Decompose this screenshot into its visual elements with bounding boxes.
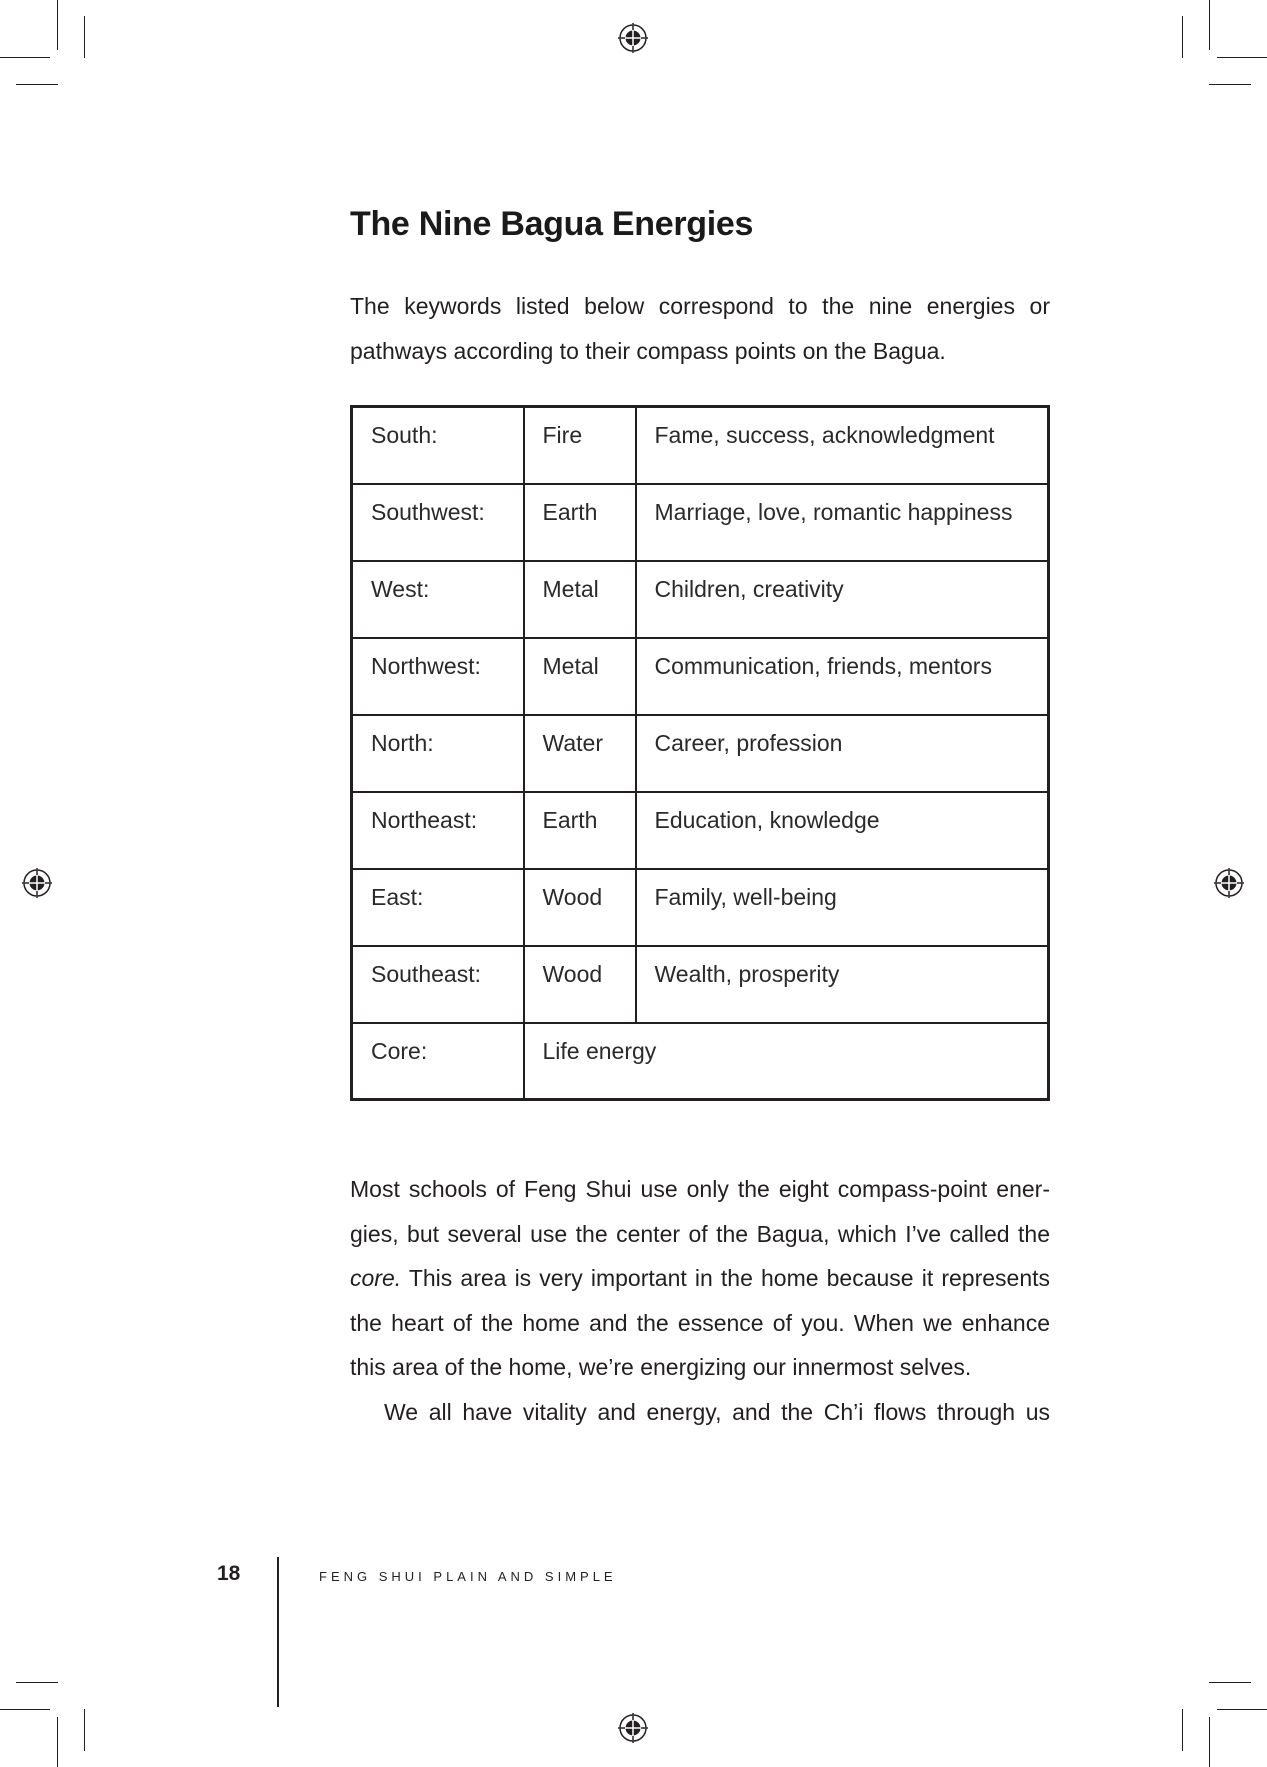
keywords-cell: Fame, success, acknowledgment (636, 407, 1049, 484)
direction-cell: West: (352, 561, 524, 638)
keywords-cell: Family, well-being (636, 869, 1049, 946)
intro-line: The keywords listed below correspond to the nine energies or (350, 293, 1050, 319)
element-cell: Metal (524, 638, 636, 715)
table-row (352, 561, 1049, 638)
direction-cell: East: (352, 869, 524, 946)
crop-mark (1209, 1682, 1251, 1683)
registration-mark-icon (1214, 868, 1244, 898)
intro-line: pathways according to their compass points on the Bagua. (350, 337, 946, 364)
crop-mark (0, 57, 50, 58)
body-line-text: This area is very important in the home because it represents (401, 1265, 1050, 1291)
crop-mark (1209, 84, 1251, 85)
direction-cell: Southeast: (352, 946, 524, 1023)
crop-mark (57, 0, 58, 50)
direction-cell: Core: (352, 1023, 524, 1100)
bagua-energies-table (350, 405, 1050, 1101)
keywords-cell: Life energy (524, 1023, 1049, 1100)
running-title: FENG SHUI PLAIN AND SIMPLE (319, 1569, 617, 1584)
crop-mark (1209, 1717, 1210, 1767)
crop-mark (0, 1709, 50, 1710)
element-cell: Earth (524, 792, 636, 869)
table-row-core (352, 1023, 1049, 1100)
body-line (350, 1256, 1050, 1301)
crop-mark (16, 84, 58, 85)
crop-mark (1217, 57, 1267, 58)
table-row (352, 638, 1049, 715)
crop-mark (1217, 1709, 1267, 1710)
element-cell: Metal (524, 561, 636, 638)
crop-mark (1182, 16, 1183, 58)
direction-cell: South: (352, 407, 524, 484)
keywords-cell: Children, creativity (636, 561, 1049, 638)
body-line: this area of the home, we’re energizing our innermost selves. (350, 1354, 972, 1380)
body-line: Most schools of Feng Shui use only the eight compass-point ener- (350, 1176, 1050, 1202)
registration-mark-icon (618, 23, 648, 53)
element-cell: Fire (524, 407, 636, 484)
keywords-cell: Communication, friends, mentors (636, 638, 1049, 715)
keywords-cell: Career, profession (636, 715, 1049, 792)
keywords-cell: Wealth, prosperity (636, 946, 1049, 1023)
element-cell: Water (524, 715, 636, 792)
intro-paragraph (350, 284, 1050, 373)
table-row (352, 484, 1049, 561)
table-row (352, 407, 1049, 484)
crop-mark (1182, 1709, 1183, 1751)
crop-mark (84, 16, 85, 58)
direction-cell: Northwest: (352, 638, 524, 715)
table-row (352, 792, 1049, 869)
registration-mark-icon (618, 1713, 648, 1743)
crop-mark (84, 1709, 85, 1751)
table-row (352, 715, 1049, 792)
direction-cell: Southwest: (352, 484, 524, 561)
registration-mark-icon (22, 868, 52, 898)
keywords-cell: Education, knowledge (636, 792, 1049, 869)
footer-divider (277, 1557, 279, 1707)
body-line: We all have vitality and energy, and the Ch’i flows through us (384, 1398, 1050, 1425)
page-number: 18 (217, 1562, 241, 1585)
body-paragraph (350, 1167, 1050, 1434)
page-title: The Nine Bagua Energies (350, 205, 754, 243)
crop-mark (57, 1717, 58, 1767)
direction-cell: Northeast: (352, 792, 524, 869)
body-line: gies, but several use the center of the Bagua, which I’ve called the (350, 1220, 1050, 1247)
element-cell: Earth (524, 484, 636, 561)
element-cell: Wood (524, 946, 636, 1023)
table-row (352, 869, 1049, 946)
table-row (352, 946, 1049, 1023)
keywords-cell: Marriage, love, romantic happiness (636, 484, 1049, 561)
crop-mark (16, 1682, 58, 1683)
crop-mark (1209, 0, 1210, 50)
element-cell: Wood (524, 869, 636, 946)
direction-cell: North: (352, 715, 524, 792)
italic-term: core. (350, 1265, 402, 1291)
body-line: the heart of the home and the essence of you. When we enhance (350, 1309, 1050, 1336)
